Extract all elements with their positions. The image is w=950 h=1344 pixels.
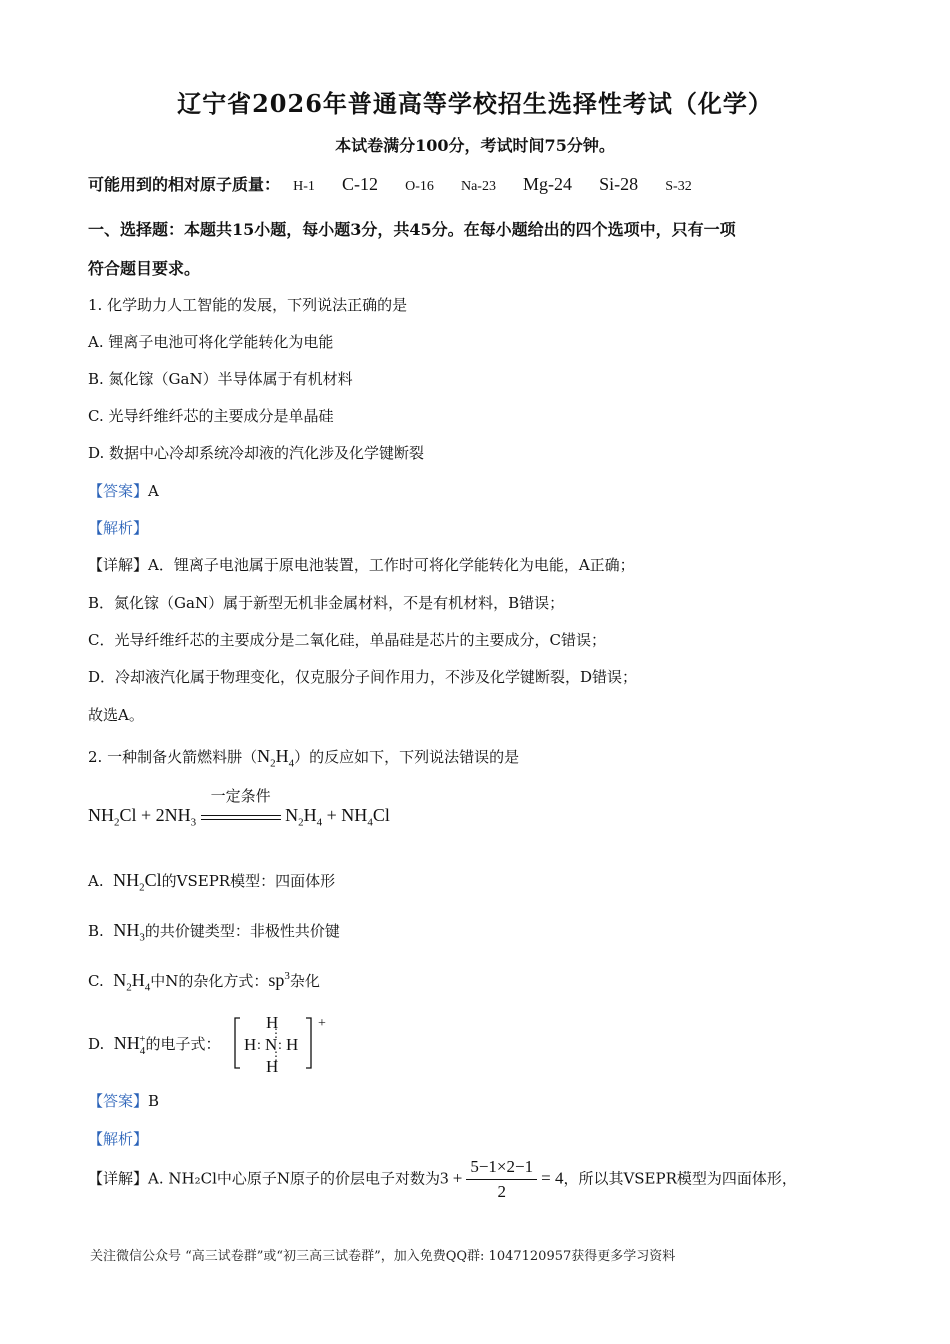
- q1-answer: [88, 480, 159, 501]
- mass-item: H-1: [293, 179, 315, 194]
- reaction-condition: 一定条件: [210, 786, 271, 805]
- page-footer: 关注微信公众号 “高三试卷群”或“初三高三试卷群”，加入免费QQ群: 1047120957获得更多学习资料: [90, 1249, 676, 1264]
- formula-nh2cl: $NH_2Cl$: [113, 870, 162, 894]
- fraction: [466, 1157, 537, 1202]
- reaction-arrow: [201, 786, 281, 827]
- atomic-mass-line: [88, 172, 714, 195]
- page-title: 辽宁省2026年普通高等学校招生选择性考试（化学）: [177, 89, 773, 118]
- q2-detail-post: ，所以其VSEPR模型为四面体形，: [563, 1169, 797, 1188]
- q2-detail-line: 【详解】A. NH₂Cl中心原子N原子的价层电子对数为3 + $\frac{5-1\times 2-1}{2}$ = 4，所以其VSEPR模型为四面体形，: [88, 1157, 797, 1201]
- q2-option-b: B. $NH_3$的共价键类型：非极性共价键: [88, 920, 340, 944]
- question-1-stem: 1. 化学助力人工智能的发展，下列说法正确的是: [88, 296, 408, 314]
- section-heading-cont: 符合题目要求。: [88, 259, 201, 278]
- svg-text:H: H: [286, 1035, 299, 1054]
- question-2-stem: [88, 746, 519, 770]
- q2-stem-pre: 2. 一种制备火箭燃料肼（: [88, 748, 258, 766]
- q2-option-b-text: 的共价键类型：非极性共价键: [144, 922, 340, 940]
- svg-text:⋮: ⋮: [270, 1026, 282, 1040]
- q1-detail-line: C．光导纤维纤芯的主要成分是二氧化硅，单晶硅是芯片的主要成分，C错误；: [88, 631, 606, 649]
- q2-analysis-label: 【解析】: [88, 1130, 149, 1148]
- svg-text:N: N: [265, 1035, 278, 1054]
- svg-text:H: H: [244, 1035, 257, 1054]
- q1-option-c: C. 光导纤维纤芯的主要成分是单晶硅: [88, 407, 334, 425]
- mass-item: Na-23: [460, 179, 496, 194]
- fraction-numerator: 5−1×2−1: [466, 1157, 537, 1180]
- q2-stem-post: ）的反应如下，下列说法错误的是: [294, 748, 520, 766]
- q2-option-c-suffix: 杂化: [289, 972, 320, 990]
- exam-info: 本试卷满分100分，考试时间75分钟。: [335, 136, 615, 155]
- mass-item: Mg-24: [523, 174, 573, 194]
- formula-nh3: $NH_3$: [113, 920, 145, 944]
- svg-text:+: +: [318, 1016, 326, 1031]
- q1-detail-line: 故选A。: [88, 706, 144, 724]
- q1-option-b: B. 氮化镓（GaN）半导体属于有机材料: [88, 370, 353, 388]
- formula-n2h4: $N_2H_4$: [257, 746, 295, 770]
- q2-option-a-text: 的VSEPR模型：四面体形: [161, 872, 336, 890]
- q1-detail-line: B．氮化镓（GaN）属于新型无机非金属材料，不是有机材料，B错误；: [88, 594, 565, 612]
- section-heading: 一、选择题：本题共15小题，每小题3分，共45分。在每小题给出的四个选项中，只有一项: [88, 220, 736, 239]
- q2-option-c-text: 中N的杂化方式：: [150, 972, 269, 990]
- answer-value: B: [148, 1092, 160, 1110]
- svg-text::: :: [278, 1038, 282, 1053]
- q1-detail-line: 【详解】A．锂离子电池属于原电池装置，工作时可将化学能转化为电能，A正确；: [88, 556, 635, 574]
- q2-detail-pre: 【详解】A. NH₂Cl中心原子N原子的价层电子对数为: [88, 1169, 440, 1188]
- mass-item: C-12: [341, 174, 378, 194]
- fraction-denominator: 2: [497, 1182, 506, 1201]
- formula-sp3: $sp^3$: [268, 970, 290, 990]
- q2-answer: [88, 1090, 159, 1111]
- q2-option-c: C. $N_2H_4$中N的杂化方式：$sp^3$杂化: [88, 970, 320, 994]
- q1-analysis-label: 【解析】: [88, 519, 149, 537]
- q1-detail-line: D．冷却液汽化属于物理变化，仅克服分子间作用力，不涉及化学键断裂，D错误；: [88, 668, 638, 686]
- svg-text:⋮: ⋮: [270, 1049, 282, 1063]
- formula-n2h4: $N_2H_4$: [113, 970, 151, 994]
- answer-value: A: [148, 482, 159, 500]
- q1-option-d: D. 数据中心冷却系统冷却液的汽化涉及化学键断裂: [88, 444, 425, 462]
- formula-nh4-plus: $NH_4^+$: [113, 1033, 146, 1057]
- mass-item: O-16: [405, 179, 434, 194]
- mass-item: Si-28: [599, 174, 639, 194]
- answer-label: 【答案】: [88, 1092, 149, 1110]
- mass-item: S-32: [665, 179, 692, 194]
- reaction-equation: $NH_2Cl + 2NH_3$ 一定条件 $N_2H_4 + NH_4Cl$: [88, 786, 390, 829]
- q2-option-d: D. $NH_4^+$的电子式：: [88, 1033, 221, 1057]
- svg-text:H: H: [266, 1057, 279, 1076]
- atomic-mass-label: 可能用到的相对原子质量：: [88, 175, 281, 194]
- answer-label: 【答案】: [88, 482, 149, 500]
- q2-option-a: A. $NH_2Cl$的VSEPR模型：四面体形: [88, 870, 336, 894]
- q2-option-d-text: 的电子式：: [145, 1035, 221, 1053]
- electron-dot-structure: [232, 1010, 332, 1076]
- svg-text:H: H: [266, 1013, 279, 1032]
- q1-option-a: A. 锂离子电池可将化学能转化为电能: [88, 333, 334, 351]
- svg-text::: :: [257, 1038, 261, 1053]
